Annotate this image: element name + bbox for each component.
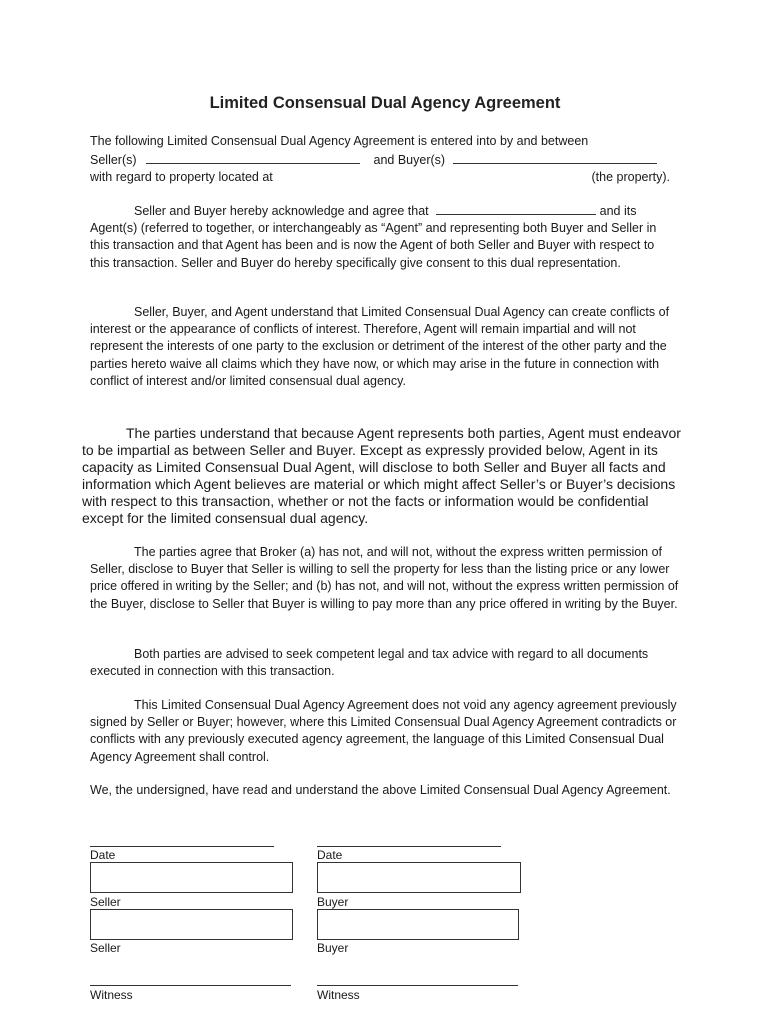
property-prefix: with regard to property located at bbox=[90, 170, 273, 185]
buyers-label: and Buyer(s) bbox=[373, 153, 446, 168]
para1-text-b: and its bbox=[599, 204, 637, 218]
intro-parties-line bbox=[90, 150, 690, 169]
buyer-signature-box-1[interactable] bbox=[317, 862, 521, 893]
sellers-label: Seller(s) bbox=[90, 153, 137, 168]
seller-label-1: Seller bbox=[90, 895, 121, 909]
para4-text: The parties agree that Broker (a) has not, and will not, without the express written permission of Seller, disclose to Buyer that Seller is willing to sell the property for less than the listing price or any lower price offered in writing by the Seller; and (b) has not, and will not, without the express written permission of the Buyer, disclose to Seller that Buyer is willing to pay more than any price offered in writing by the Buyer. bbox=[90, 545, 679, 611]
paragraph-impartial bbox=[82, 425, 687, 527]
para2-text: Seller, Buyer, and Agent understand that Limited Consensual Dual Agency can create conflicts of interest or the appearance of conflicts of interest. Therefore, Agent will remain impartial and will not represent the interests of one party to the exclusion or detriment of the interest of the other party and the parties hereto waive all claims which they have now, or which may arise in the future in connection with conflict of interest and/or limited consensual dual agency. bbox=[90, 305, 670, 388]
paragraph-advice bbox=[90, 646, 680, 680]
seller-signature-box-1[interactable] bbox=[90, 862, 293, 893]
date-line-right[interactable] bbox=[317, 846, 501, 847]
witness-label-left: Witness bbox=[90, 988, 133, 1002]
witness-line-left[interactable] bbox=[90, 985, 291, 986]
witness-line-right[interactable] bbox=[317, 985, 518, 986]
paragraph-broker bbox=[90, 544, 685, 613]
para6-text: This Limited Consensual Dual Agency Agreement does not void any agency agreement previously signed by Seller or Buyer; however, where this Limited Consensual Dual Agency Agreement contradicts or conflicts with any previously executed agency agreement, the language of this Limited Consensual Dual Agency Agreement shall control. bbox=[90, 698, 677, 764]
seller-label-2: Seller bbox=[90, 941, 121, 955]
paragraph-void bbox=[90, 697, 680, 766]
paragraph-acknowledge bbox=[90, 201, 675, 272]
para5-text: Both parties are advised to seek competent legal and tax advice with regard to all documents executed in connection with this transaction. bbox=[90, 647, 649, 679]
para3-text: The parties understand that because Agent represents both parties, Agent must endeavor to be impartial as between Seller and Buyer. Except as expressly provided below, Agent in its capacity as Limited Consensual Dual Agent, will disclose to both Seller and Buyer all facts and information which Agent believes are material or which might affect Seller’s or Buyer’s decisions with respect to this transaction, whether or not the facts or information would be confidential except for the limited consensual dual agency. bbox=[82, 425, 681, 526]
paragraph-conflicts bbox=[90, 304, 680, 390]
property-line bbox=[90, 169, 690, 186]
sellers-blank[interactable] bbox=[146, 150, 360, 164]
witness-label-right: Witness bbox=[317, 988, 360, 1002]
document-title: Limited Consensual Dual Agency Agreement bbox=[209, 94, 561, 112]
paragraph-undersigned bbox=[90, 782, 680, 799]
date-label-right: Date bbox=[317, 848, 343, 862]
buyer-label-1: Buyer bbox=[317, 895, 349, 909]
buyers-blank[interactable] bbox=[453, 150, 657, 164]
date-line-left[interactable] bbox=[90, 846, 274, 847]
date-label-left: Date bbox=[90, 848, 116, 862]
buyer-signature-box-2[interactable] bbox=[317, 909, 519, 940]
para7-text: We, the undersigned, have read and understand the above Limited Consensual Dual Agency Agreement. bbox=[90, 783, 671, 797]
intro-block bbox=[90, 133, 690, 187]
para1-text-c: Agent(s) (referred to together, or interchangeably as “Agent” and representing both Buyer and Seller in this transaction and that Agent has been and is now the Agent of both Seller and Buyer with respect to this transaction. Seller and Buyer do hereby specifically give consent to this dual representation. bbox=[90, 221, 657, 270]
agent-blank[interactable] bbox=[436, 201, 596, 215]
seller-signature-box-2[interactable] bbox=[90, 909, 293, 940]
para1-text-a: Seller and Buyer hereby acknowledge and agree that bbox=[134, 204, 429, 218]
buyer-label-2: Buyer bbox=[317, 941, 349, 955]
property-suffix: (the property). bbox=[591, 170, 670, 185]
intro-line-1: The following Limited Consensual Dual Agency Agreement is entered into by and between bbox=[90, 134, 589, 148]
